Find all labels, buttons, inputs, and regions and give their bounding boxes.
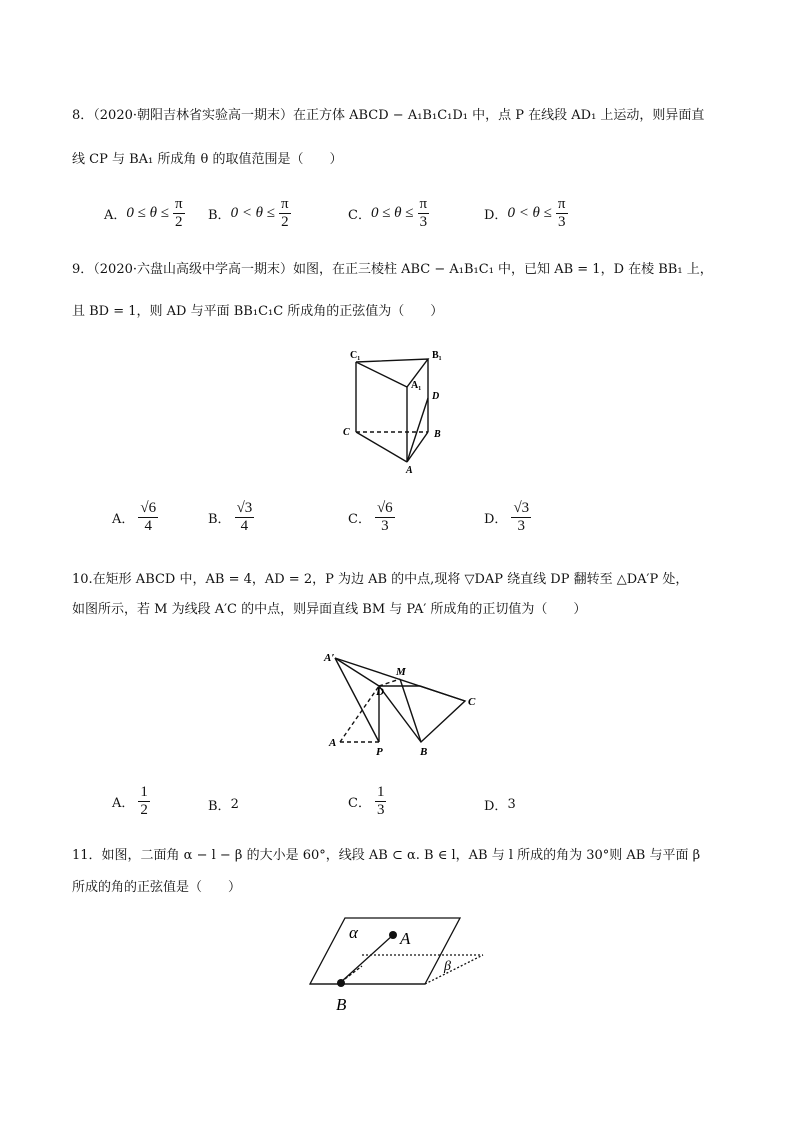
label-d: D bbox=[376, 686, 384, 698]
label-alpha: α bbox=[349, 923, 358, 942]
label-b: B bbox=[336, 995, 347, 1014]
option-c[interactable]: C． $\frac{1}{3}$ bbox=[348, 784, 385, 818]
question-8-line-1: 8．（2020·朝阳吉林省实验高一期末）在正方体 ABCD − A₁B₁C₁D₁ 中，点 P 在线段 AD₁ 上运动，则异面直 bbox=[72, 108, 705, 123]
label-a-prime: A′ bbox=[324, 652, 335, 664]
question-10-line-1: 10.在矩形 ABCD 中，AB = 4，AD = 2，P 为边 AB 的中点,现将 ▽DAP 绕直线 DP 翻转至 △DA′P 处， bbox=[72, 572, 689, 587]
question-11 bbox=[72, 846, 732, 898]
label-c: C bbox=[468, 696, 476, 708]
question-10 bbox=[72, 570, 732, 620]
option-b[interactable]: B． 2 bbox=[208, 797, 239, 814]
label-b1: B₁ bbox=[432, 350, 442, 361]
point-b bbox=[337, 979, 345, 987]
option-d[interactable]: D． 3 bbox=[484, 797, 516, 814]
label-beta: β bbox=[444, 959, 451, 974]
option-c[interactable]: C． $\frac{√6}{3}$ bbox=[348, 500, 393, 534]
label-a: A bbox=[400, 929, 411, 948]
option-d[interactable]: D． 0 < θ ≤ $\frac{\pi}{3}$ bbox=[484, 196, 566, 230]
fraction: $\frac{1}{3}$ bbox=[376, 784, 385, 818]
option-a[interactable]: A． 0 ≤ θ ≤ $\frac{\pi}{2}$ bbox=[104, 196, 183, 230]
label-b: B bbox=[434, 429, 441, 440]
fraction: $\frac{\pi}{2}$ bbox=[281, 196, 289, 230]
question-9-line-2: 且 BD = 1，则 AD 与平面 BB₁C₁C 所成角的正弦值为（ ） bbox=[72, 304, 444, 319]
label-d: D bbox=[432, 391, 440, 402]
question-11-line-2: 所成的角的正弦值是（ ） bbox=[72, 880, 242, 895]
option-b[interactable]: B． 0 < θ ≤ $\frac{\pi}{2}$ bbox=[208, 196, 289, 230]
label-b: B bbox=[420, 746, 428, 758]
option-a[interactable]: A． $\frac{√6}{4}$ bbox=[112, 500, 157, 534]
option-b[interactable]: B． $\frac{√3}{4}$ bbox=[208, 500, 253, 534]
label-a: A bbox=[329, 737, 337, 749]
label-a: A bbox=[406, 465, 413, 475]
question-10-line-2: 如图所示，若 M 为线段 A′C 的中点，则异面直线 BM 与 PA′ 所成角的正切值为（ ） bbox=[72, 602, 587, 617]
fraction: $\frac{√6}{4}$ bbox=[140, 500, 157, 534]
prism-figure bbox=[340, 345, 460, 475]
option-c[interactable]: C． 0 ≤ θ ≤ $\frac{\pi}{3}$ bbox=[348, 196, 428, 230]
option-a[interactable]: A． $\frac{1}{2}$ bbox=[112, 784, 148, 818]
label-p: P bbox=[376, 746, 383, 758]
point-a bbox=[389, 931, 397, 939]
fraction: $\frac{\pi}{2}$ bbox=[174, 196, 183, 230]
label-c: C bbox=[343, 427, 350, 438]
fraction: $\frac{\pi}{3}$ bbox=[557, 196, 566, 230]
fraction: $\frac{\pi}{3}$ bbox=[419, 196, 428, 230]
fraction: $\frac{√3}{4}$ bbox=[236, 500, 253, 534]
dihedral-angle-figure bbox=[300, 910, 500, 1020]
question-9 bbox=[72, 260, 732, 322]
question-9-line-1: 9．（2020·六盘山高级中学高一期末）如图，在正三棱柱 ABC − A₁B₁C₁ 中，已知 AB = 1，D 在棱 BB₁ 上， bbox=[72, 262, 713, 277]
option-d[interactable]: D． $\frac{√3}{3}$ bbox=[484, 500, 530, 534]
label-a1: A₁ bbox=[411, 380, 422, 391]
question-8 bbox=[72, 106, 732, 170]
label-m: M bbox=[396, 666, 406, 678]
label-c1: C₁ bbox=[350, 350, 361, 361]
question-8-line-2: 线 CP 与 BA₁ 所成角 θ 的取值范围是（ ） bbox=[72, 152, 343, 167]
fraction: $\frac{√6}{3}$ bbox=[376, 500, 393, 534]
question-11-line-1: 11．如图，二面角 α − l − β 的大小是 60°，线段 AB ⊂ α. B ∈ l，AB 与 l 所成的角为 30°则 AB 与平面 β bbox=[72, 848, 701, 863]
fraction: $\frac{1}{2}$ bbox=[140, 784, 148, 818]
folded-rectangle-figure bbox=[320, 645, 490, 760]
fraction: $\frac{√3}{3}$ bbox=[513, 500, 530, 534]
